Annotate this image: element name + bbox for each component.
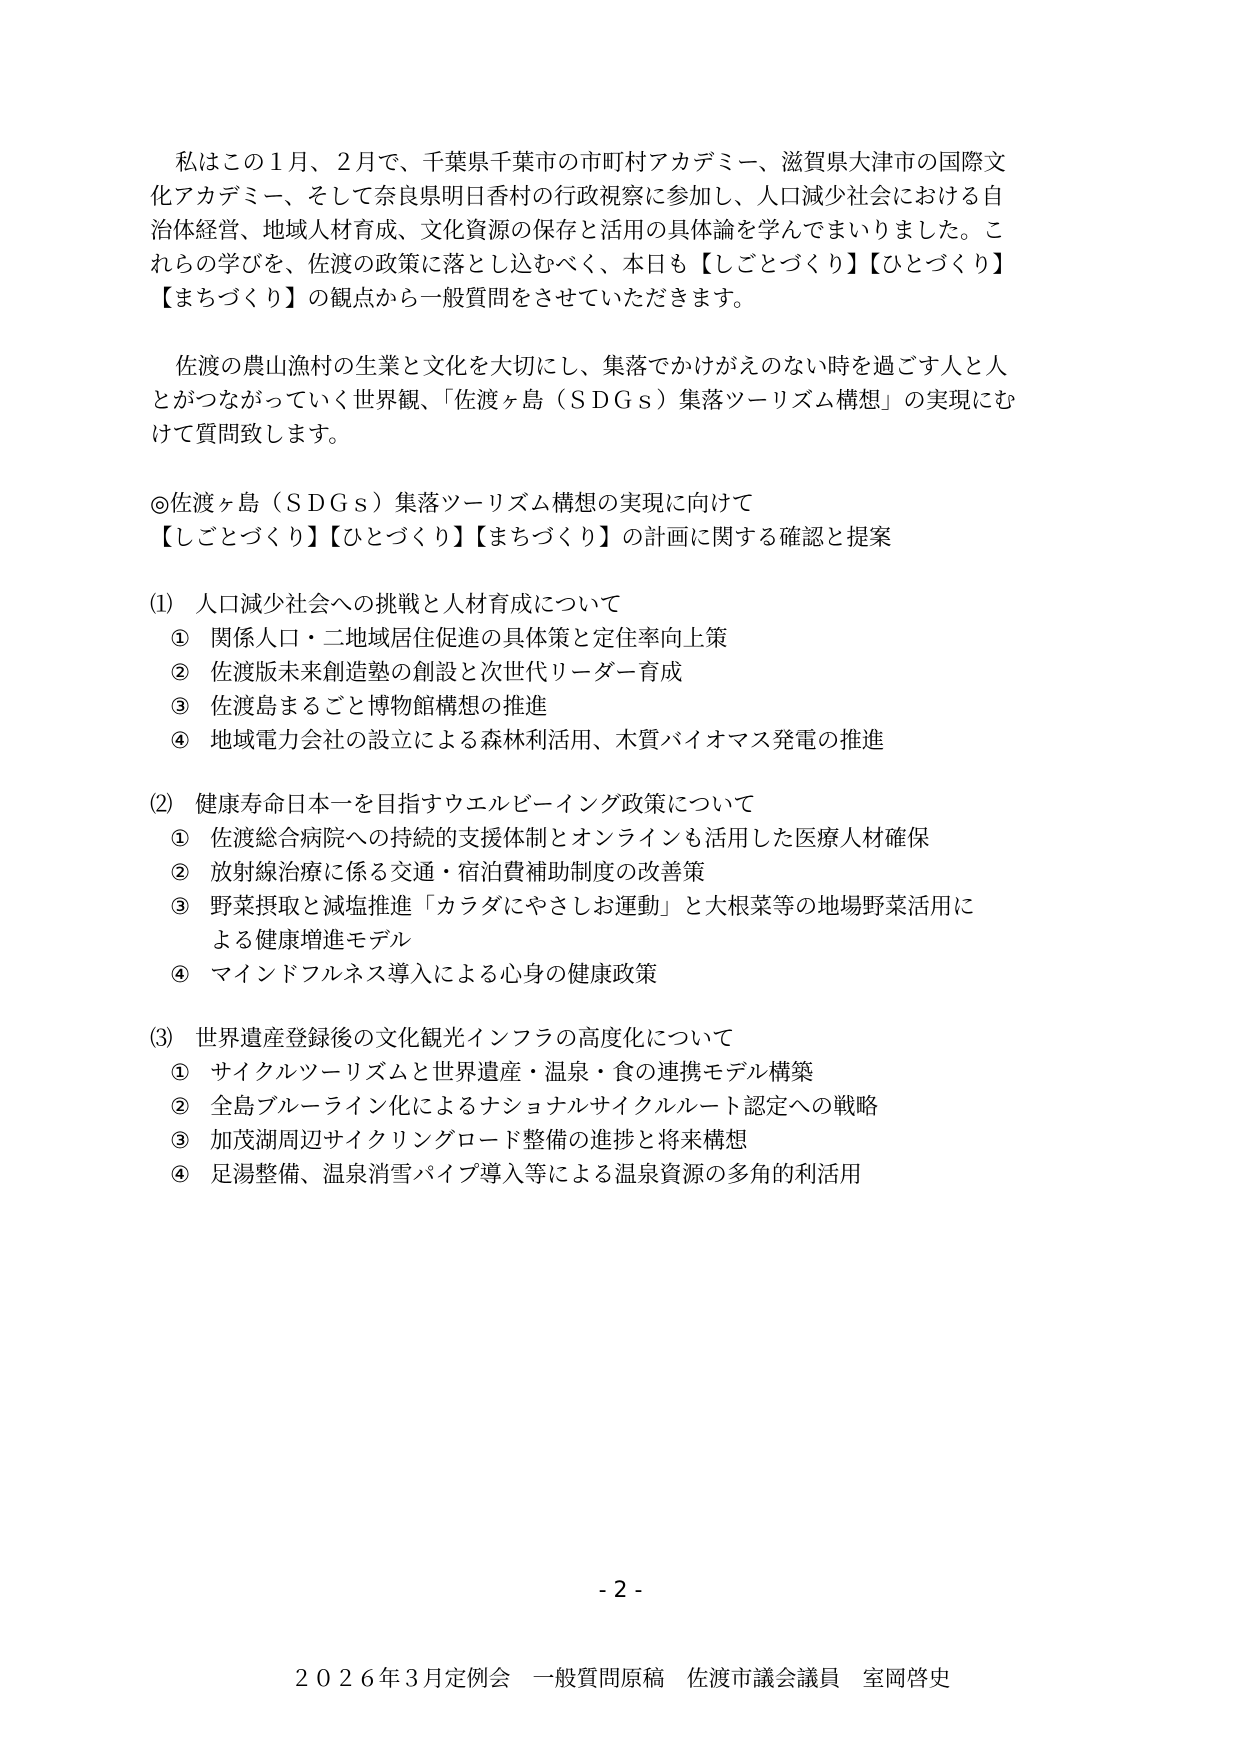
section-title: 世界遺産登録後の文化観光インフラの高度化について: [195, 1026, 735, 1052]
section-number: ⑶: [150, 1026, 173, 1052]
item-text: 野菜摂取と減塩推進「カラダにやさしお運動」と大根菜等の地場野菜活用に: [210, 894, 975, 920]
theme-heading: [150, 487, 1100, 555]
item-number: ②: [170, 660, 191, 686]
item-number: ①: [170, 626, 191, 652]
item-number: ③: [170, 694, 191, 720]
item-text: 全島ブルーライン化によるナショナルサイクルルート認定への戦略: [210, 1094, 879, 1120]
list-item: [150, 822, 1100, 856]
item-number: ②: [170, 860, 191, 886]
list-item: [150, 656, 1100, 690]
intro-paragraph: [150, 146, 1100, 316]
list-item: [150, 1056, 1100, 1090]
intro-line: 【まちづくり】の観点から一般質問をさせていただきます。: [150, 286, 756, 312]
item-number: ①: [170, 826, 191, 852]
intro-line: 治体経営、地域人材育成、文化資源の保存と活用の具体論を学んでまいりました。こ: [150, 218, 1006, 244]
list-item: [150, 856, 1100, 890]
vision-paragraph: [150, 350, 1100, 452]
section-title: 人口減少社会への挑戦と人材育成について: [195, 592, 623, 618]
list-item: [150, 958, 1100, 992]
item-number: ④: [170, 962, 191, 988]
item-number: ④: [170, 728, 191, 754]
item-text: 佐渡総合病院への持続的支援体制とオンラインも活用した医療人材確保: [210, 826, 930, 852]
page-number: - 2 -: [598, 1578, 643, 1603]
intro-line: 化アカデミー、そして奈良県明日香村の行政視察に参加し、人口減少社会における自: [150, 184, 1004, 210]
list-item: [150, 724, 1100, 758]
section-number: ⑴: [150, 592, 173, 618]
item-number: ④: [170, 1162, 191, 1188]
item-continuation: よる健康増進モデル: [210, 928, 412, 954]
list-item: [150, 622, 1100, 656]
item-text: 関係人口・二地域居住促進の具体策と定住率向上策: [210, 626, 728, 652]
item-text: 地域電力会社の設立による森林利活用、木質バイオマス発電の推進: [210, 728, 885, 754]
list-item: [150, 1158, 1100, 1192]
list-item: [150, 1090, 1100, 1124]
item-text: 放射線治療に係る交通・宿泊費補助制度の改善策: [210, 860, 706, 886]
item-text: 加茂湖周辺サイクリングロード整備の進捗と将来構想: [210, 1128, 748, 1154]
page-footer: ２０２６年３月定例会 一般質問原稿 佐渡市議会議員 室岡啓史: [290, 1667, 951, 1692]
item-text: 佐渡島まるごと博物館構想の推進: [210, 694, 548, 720]
vision-line: 佐渡の農山漁村の生業と文化を大切にし、集落でかけがえのない時を過ごす人と人: [175, 354, 1008, 380]
intro-line: 私はこの１月、２月で、千葉県千葉市の市町村アカデミー、滋賀県大津市の国際文: [175, 150, 1006, 176]
item-number: ②: [170, 1094, 191, 1120]
item-text: 足湯整備、温泉消雪パイプ導入等による温泉資源の多角的利活用: [210, 1162, 862, 1188]
section-3: [150, 1022, 1100, 1192]
section-heading: [150, 588, 1100, 622]
intro-line: れらの学びを、佐渡の政策に落とし込むべく、本日も【しごとづくり】【ひとづくり】: [150, 252, 1015, 278]
item-number: ③: [170, 894, 191, 920]
list-item: [150, 890, 1100, 924]
item-text: 佐渡版未来創造塾の創設と次世代リーダー育成: [210, 660, 683, 686]
item-text: サイクルツーリズムと世界遺産・温泉・食の連携モデル構築: [210, 1060, 814, 1086]
section-heading: [150, 1022, 1100, 1056]
section-heading: [150, 788, 1100, 822]
section-2: [150, 788, 1100, 992]
list-item: [150, 1124, 1100, 1158]
vision-line: けて質問致します。: [150, 422, 351, 448]
section-1: [150, 588, 1100, 758]
list-item: [150, 690, 1100, 724]
section-number: ⑵: [150, 792, 173, 818]
item-number: ③: [170, 1128, 191, 1154]
vision-line: とがつながっていく世界観、「佐渡ヶ島（ＳＤＧｓ）集落ツーリズム構想」の実現にむ: [150, 388, 1016, 414]
theme-title: ◎佐渡ヶ島（ＳＤＧｓ）集落ツーリズム構想の実現に向けて: [150, 491, 755, 517]
section-title: 健康寿命日本一を目指すウエルビーイング政策について: [195, 792, 756, 818]
theme-subtitle: 【しごとづくり】【ひとづくり】【まちづくり】の計画に関する確認と提案: [150, 525, 892, 551]
item-number: ①: [170, 1060, 191, 1086]
item-text: マインドフルネス導入による心身の健康政策: [210, 962, 658, 988]
